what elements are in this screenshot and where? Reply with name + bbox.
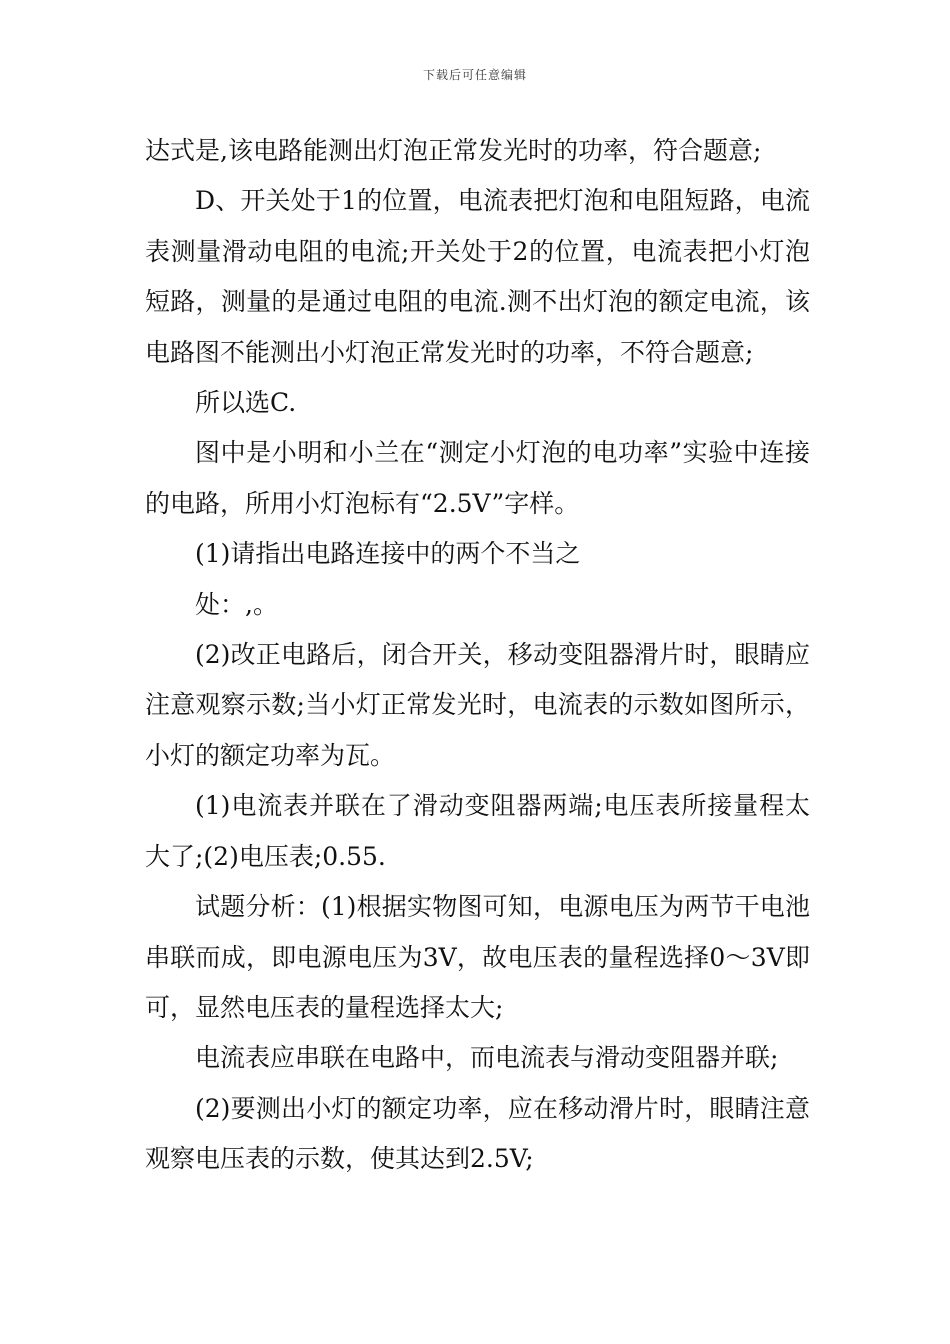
paragraph: 达式是,该电路能测出灯泡正常发光时的功率，符合题意; — [145, 136, 762, 165]
paragraph: (2)要测出小灯的额定功率，应在移动滑片时，眼睛注意观察电压表的示数，使其达到2.5V; — [145, 1093, 810, 1174]
paragraph: 图中是小明和小兰在“测定小灯泡的电功率”实验中连接的电路，所用小灯泡标有“2.5V”字样。 — [145, 438, 810, 518]
paragraph: (1)电流表并联在了滑动变阻器两端;电压表所接量程太大了;(2)电压表;0.55. — [145, 791, 810, 871]
page-header-note: 下载后可任意编辑 — [422, 68, 527, 82]
paragraph: 处：,。 — [195, 589, 278, 619]
paragraph: (2)改正电路后，闭合开关，移动变阻器滑片时，眼睛应注意观察示数;当小灯正常发光时，电流表的示数如图所示，小灯的额定功率为瓦。 — [145, 640, 810, 770]
paragraph: 电流表应串联在电路中，而电流表与滑动变阻器并联; — [195, 1043, 779, 1073]
paragraph: 试题分析：(1)根据实物图可知，电源电压为两节干电池串联而成，即电源电压为3V，故电压表的量程选择0～3V即可，显然电压表的量程选择太大; — [145, 892, 810, 1022]
paragraph: 所以选C. — [195, 388, 297, 418]
document-body — [145, 126, 810, 1185]
paragraph: (1)请指出电路连接中的两个不当之 — [195, 539, 581, 569]
paragraph: D、开关处于1的位置，电流表把灯泡和电阻短路，电流表测量滑动电阻的电流;开关处于2的位置，电流表把小灯泡短路，测量的是通过电阻的电流.测不出灯泡的额定电流，该电路图不能测出小灯泡正常发光时的功率，不符合题意; — [145, 186, 810, 367]
